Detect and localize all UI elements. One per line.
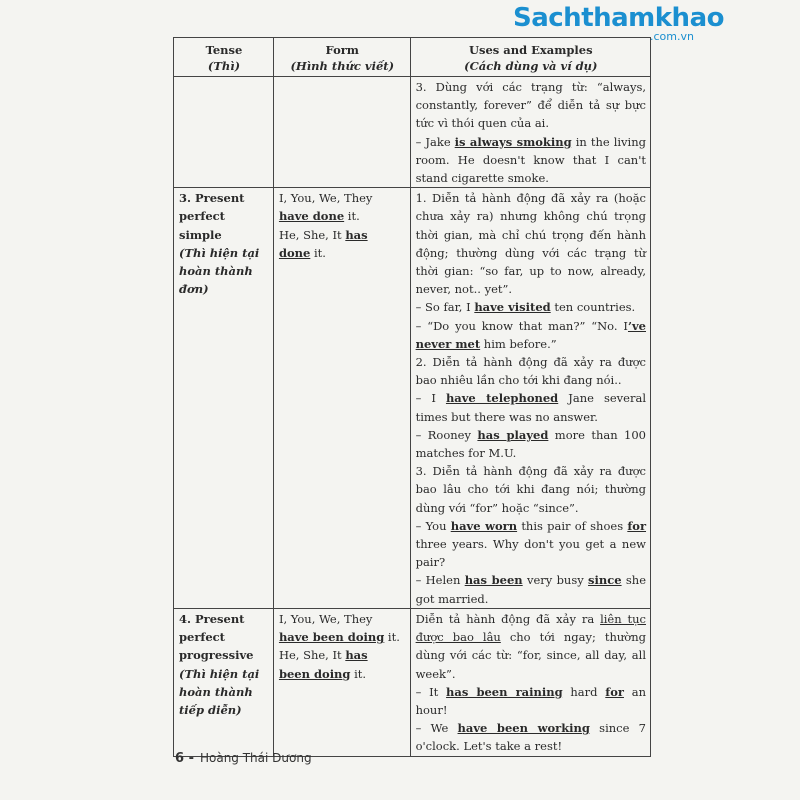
header-uses bbox=[410, 38, 650, 77]
use-text: 2. Diễn tả hành động đã xảy ra được bao nhiêu lần cho tới khi đang nói.. bbox=[415, 355, 646, 388]
tense-name: 4. Present perfect progressive bbox=[179, 611, 254, 663]
header-tense-vn: (Thì) bbox=[207, 59, 241, 73]
example-text: – You have worn this pair of shoes for three years. Why don't you get a new pair? bbox=[415, 518, 647, 570]
form-cell bbox=[273, 77, 410, 188]
form-line: have been doing it. bbox=[278, 630, 400, 645]
table-row-present-perfect-progressive bbox=[174, 608, 651, 756]
form-cell bbox=[273, 188, 410, 609]
example-text: – Helen has been very busy since she got married. bbox=[415, 573, 646, 606]
header-uses-vn: (Cách dùng và ví dụ) bbox=[464, 59, 598, 73]
tense-cell bbox=[174, 77, 274, 188]
form-line: I, You, We, They bbox=[278, 611, 373, 626]
author-name: Hoàng Thái Dương bbox=[199, 751, 312, 765]
tense-name-vn: (Thì hiện tại hoàn thành đơn) bbox=[179, 245, 260, 297]
form-line: have done it. bbox=[278, 209, 360, 224]
watermark-domain: .com.vn bbox=[650, 30, 694, 43]
example-text: – So far, I have visited ten countries. bbox=[415, 300, 636, 315]
tense-name: 3. Present perfect simple bbox=[179, 191, 245, 242]
tense-name-vn: (Thì hiện tại hoàn thành tiếp diễn) bbox=[179, 666, 260, 717]
example-text: – It has been raining hard for an hour! bbox=[415, 684, 646, 717]
use-text: Diễn tả hành động đã xảy ra liên tục được bao lâu cho tới ngay; thường dùng với các từ: “for, since, all day, all week”. bbox=[415, 611, 646, 681]
header-form bbox=[273, 38, 410, 77]
header-tense-label: Tense bbox=[205, 43, 243, 57]
table-header-row bbox=[174, 38, 651, 77]
example-text: – “Do you know that man?” “No. I’ve never met him before.” bbox=[415, 318, 646, 351]
tense-cell bbox=[174, 608, 274, 756]
grammar-table bbox=[173, 37, 651, 757]
form-line: He, She, It has done it. bbox=[278, 227, 368, 260]
example-text: – I have telephoned Jane several times but there was no answer. bbox=[415, 391, 647, 424]
uses-cell bbox=[410, 608, 650, 756]
header-tense bbox=[174, 38, 274, 77]
form-line: I, You, We, They bbox=[278, 191, 373, 206]
example-text: – Rooney has played more than 100 matches for M.U. bbox=[415, 427, 647, 461]
use-text: 3. Diễn tả hành động đã xảy ra được bao lâu cho tới khi đang nói; thường dùng với “for” hoặc “since”. bbox=[415, 464, 646, 515]
example-text: – We have been working since 7 o'clock. Let's take a rest! bbox=[415, 721, 646, 754]
table-row bbox=[174, 77, 651, 188]
tense-cell bbox=[174, 188, 274, 609]
header-form-label: Form bbox=[325, 43, 359, 57]
header-form-vn: (Hình thức viết) bbox=[290, 59, 395, 73]
uses-cell bbox=[410, 188, 650, 609]
uses-cell bbox=[410, 77, 650, 188]
header-uses-label: Uses and Examples bbox=[468, 43, 593, 57]
form-line: He, She, It has been doing it. bbox=[278, 648, 368, 681]
form-cell bbox=[273, 608, 410, 756]
use-text: 1. Diễn tả hành động đã xảy ra (hoặc chưa xảy ra) nhưng không chú trọng thời gian, mà chỉ chú trọng đến hành động; thường dùng với các trạng từ thời gian: “so far, up to now, already, never, not.. yet”. bbox=[415, 191, 646, 297]
example-verb: is always smoking bbox=[454, 134, 572, 149]
page-footer bbox=[175, 751, 312, 766]
watermark-logo: Sachthamkhao bbox=[513, 3, 724, 33]
example-text: – Jake is always smoking in the living room. He doesn't know that I can't stand cigarette smoke. bbox=[415, 134, 647, 186]
use-text: 3. Dùng với các trạng từ: “always, constantly, forever” để diễn tả sự bực tức vì thói quen của ai. bbox=[415, 80, 646, 131]
table-row-present-perfect bbox=[174, 188, 651, 609]
page-number: 6 - bbox=[175, 751, 194, 766]
